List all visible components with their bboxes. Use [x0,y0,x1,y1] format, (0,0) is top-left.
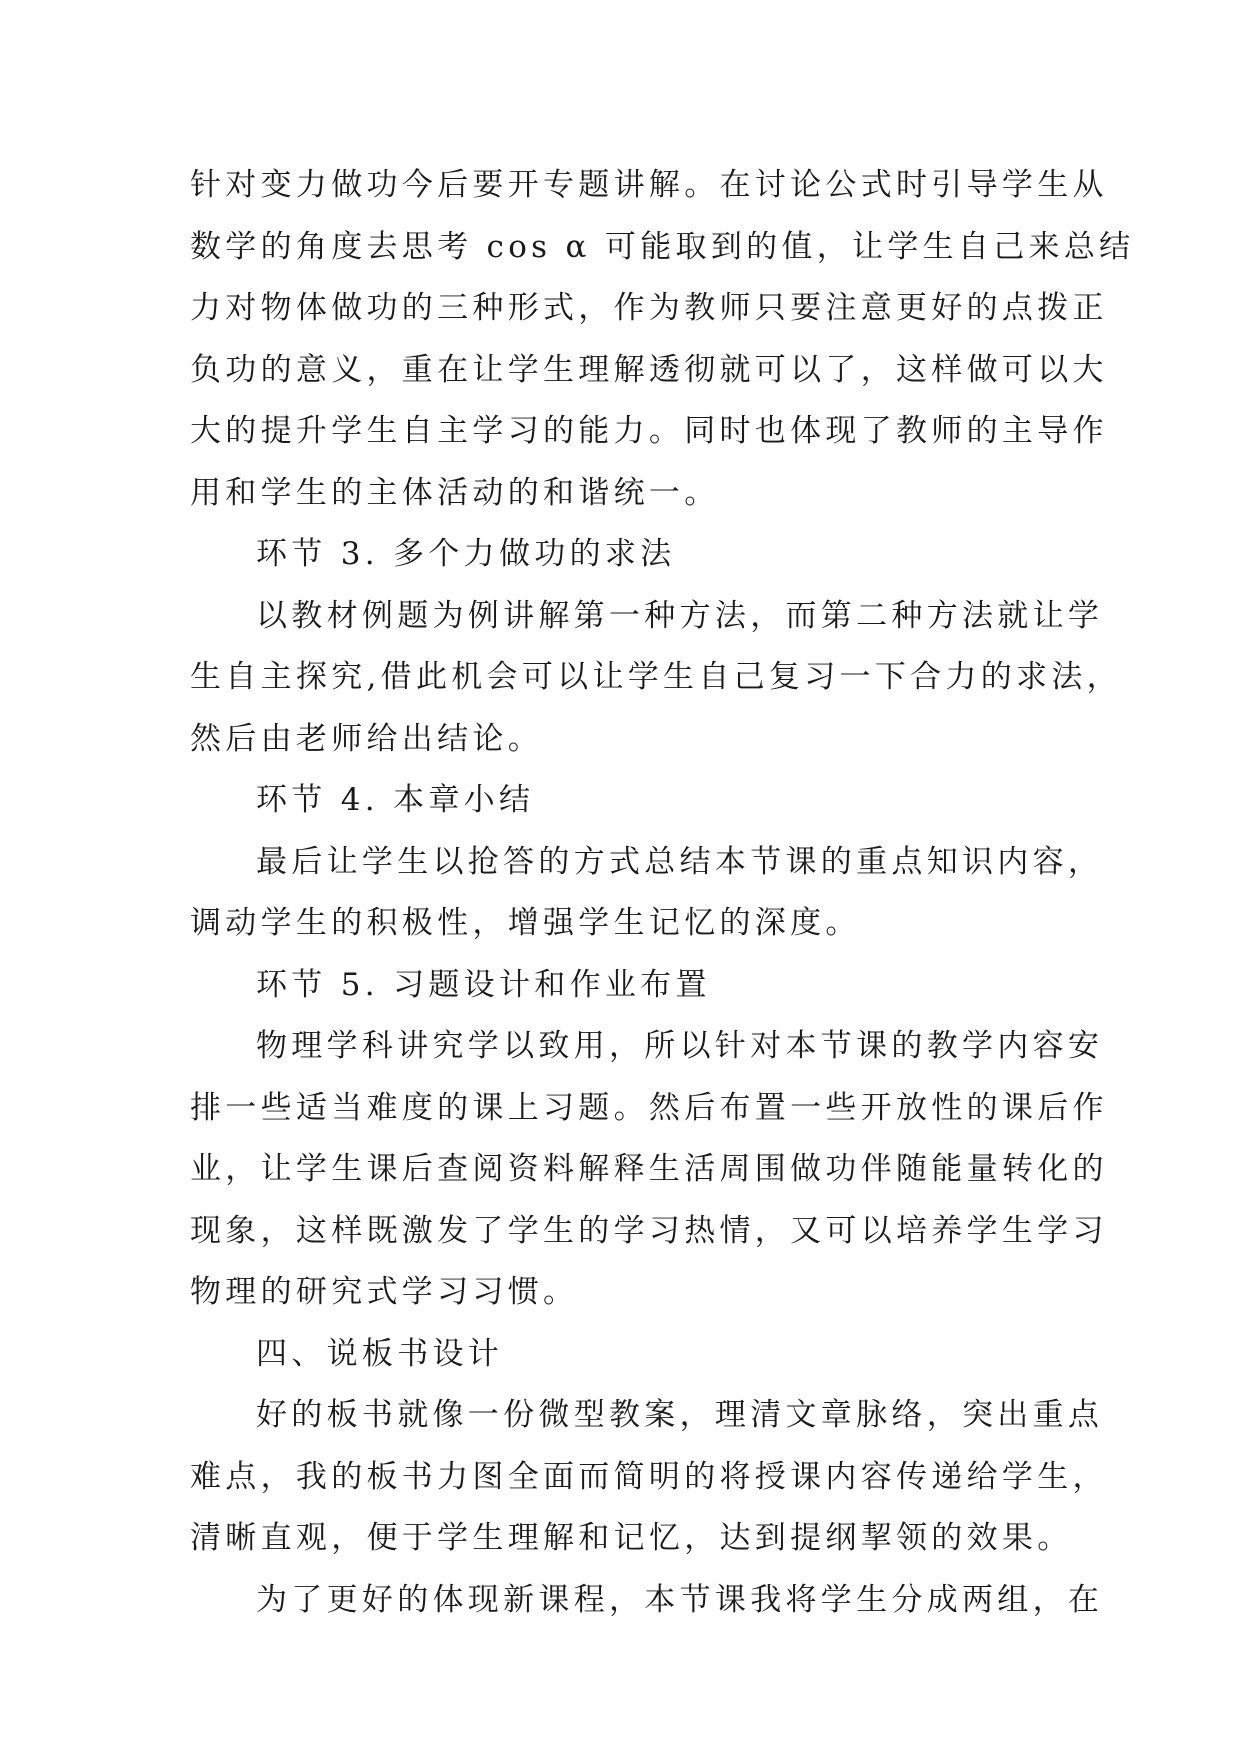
text-line: 现象，这样既激发了学生的学习热情，又可以培养学生学习 [190,1212,1108,1249]
text-line: 大的提升学生自主学习的能力。同时也体现了教师的主导作 [190,413,1108,449]
document-body [190,155,1135,1631]
text-line: 物理学科讲究学以致用，所以针对本节课的教学内容安 [256,1028,1104,1064]
text-line: 数学的角度去思考 cos α 可能取到的值，让学生自己来总结 [190,228,1135,265]
text-line: 难点，我的板书力图全面而简明的将授课内容传递给学生， [190,1458,1108,1495]
text-line: 物理的研究式学习习惯。 [190,1274,579,1310]
text-line: 好的板书就像一份微型教案，理清文章脉络，突出重点 [256,1397,1104,1433]
text-line: 然后由老师给出结论。 [190,720,543,757]
text-line: 环节 5. 习题设计和作业布置 [256,966,711,1003]
text-line: 清晰直观，便于学生理解和记忆，达到提纲挈领的效果。 [190,1520,1073,1556]
text-line: 最后让学生以抢答的方式总结本节课的重点知识内容， [256,843,1104,880]
text-line: 为了更好的体现新课程，本节课我将学生分成两组，在 [256,1581,1104,1618]
text-line: 环节 3. 多个力做功的求法 [256,536,676,572]
text-line: 业，让学生课后查阅资料解释生活周围做功伴随能量转化的 [190,1151,1108,1187]
text-line: 调动学生的积极性，增强学生记忆的深度。 [190,905,861,941]
text-line: 排一些适当难度的课上习题。然后布置一些开放性的课后作 [190,1089,1108,1126]
text-line: 力对物体做功的三种形式，作为教师只要注意更好的点拨正 [190,290,1108,326]
text-line: 环节 4. 本章小结 [256,782,535,818]
text-line: 负功的意义，重在让学生理解透彻就可以了，这样做可以大 [190,351,1108,388]
text-line: 生自主探究,借此机会可以让学生自己复习一下合力的求法， [190,659,1122,695]
text-line: 四、说板书设计 [256,1335,504,1372]
text-line: 用和学生的主体活动的和谐统一。 [190,474,720,511]
text-line: 针对变力做功今后要开专题讲解。在讨论公式时引导学生从 [190,167,1108,203]
text-line: 以教材例题为例讲解第一种方法，而第二种方法就让学 [256,597,1104,634]
